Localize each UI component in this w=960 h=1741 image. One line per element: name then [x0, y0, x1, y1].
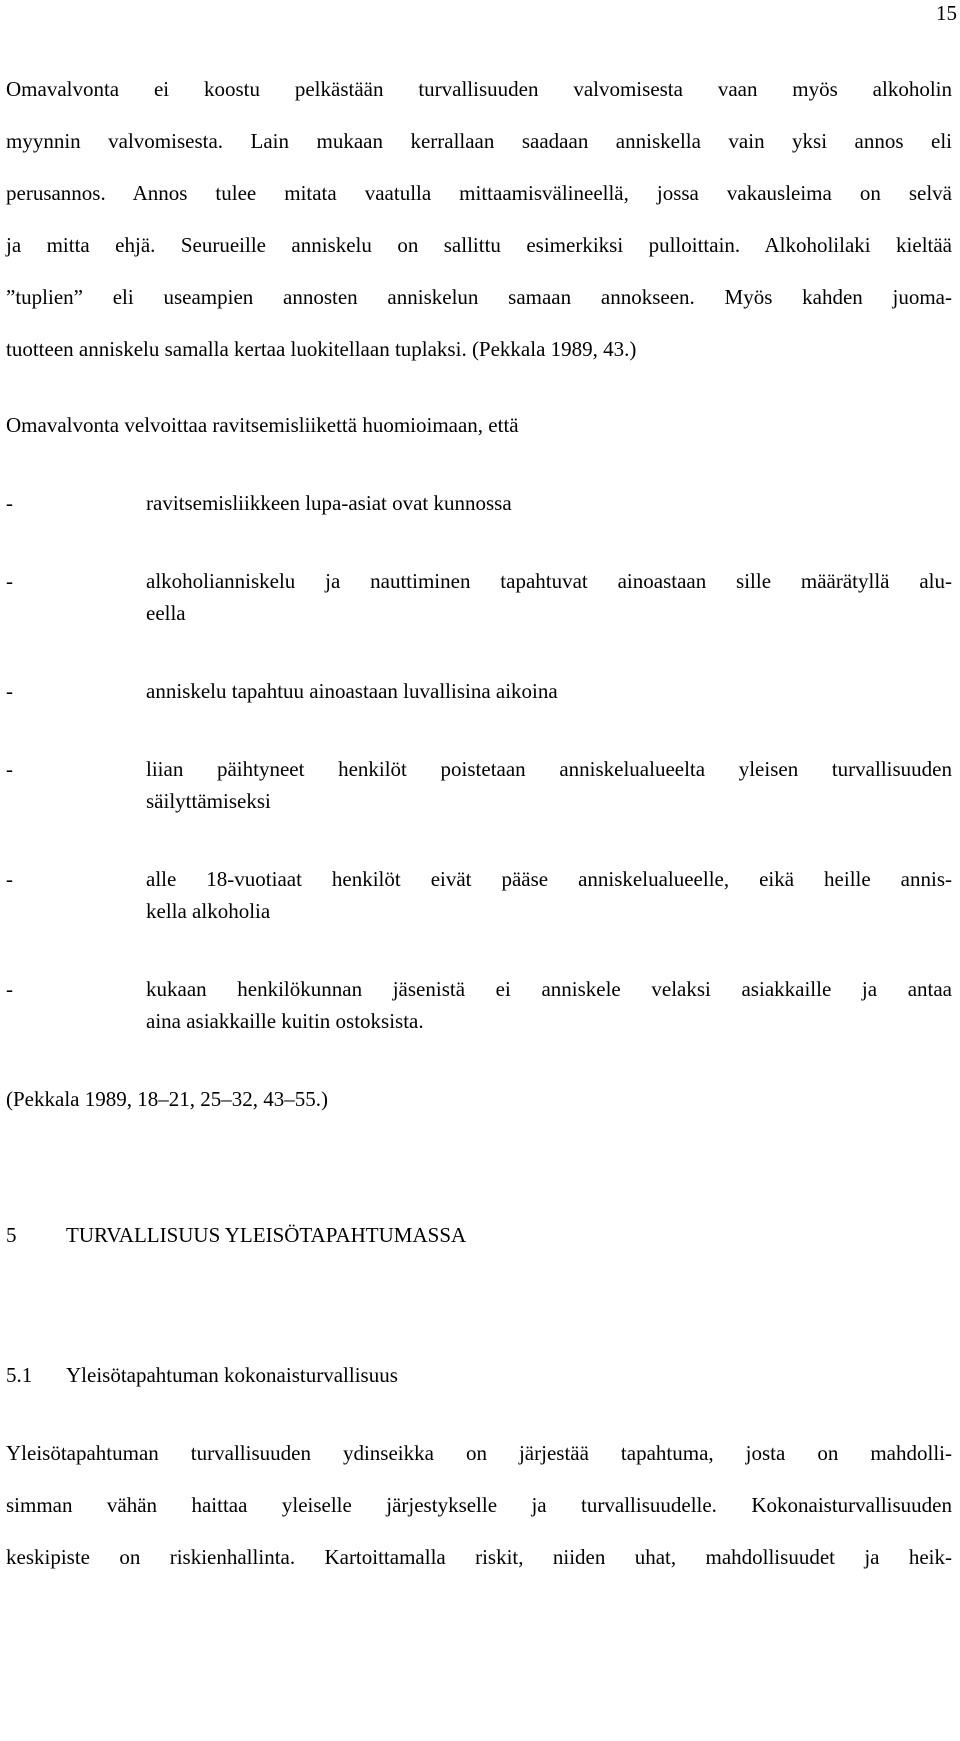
section-number: 5 [6, 1223, 17, 1247]
text-line: perusannos. Annos tulee mitata vaatulla mittaamisvälineellä, jossa vakausleima on selvä [6, 181, 952, 205]
text-line: ja mitta ehjä. Seurueille anniskelu on sallittu esimerkiksi pulloittain. Alkoholilaki kieltää [6, 233, 952, 257]
list-item-text: alkoholianniskelu ja nauttiminen tapahtuvat ainoastaan sille määrätyllä alu- [146, 569, 952, 593]
list-item-text: alle 18-vuotiaat henkilöt eivät pääse anniskelualueelle, eikä heille annis- [146, 867, 952, 891]
list-dash: - [6, 569, 13, 593]
list-item-text: eella [146, 601, 186, 625]
list-dash: - [6, 867, 13, 891]
section-heading [6, 1222, 466, 1248]
subsection-title: Yleisötapahtuman kokonaisturvallisuus [66, 1363, 398, 1387]
citation: (Pekkala 1989, 18–21, 25–32, 43–55.) [6, 1087, 328, 1111]
text-line: Yleisötapahtuman turvallisuuden ydinseikka on järjestää tapahtuma, josta on mahdolli- [6, 1441, 952, 1465]
list-item-text: anniskelu tapahtuu ainoastaan luvallisina aikoina [146, 679, 558, 703]
text-line: keskipiste on riskienhallinta. Kartoittamalla riskit, niiden uhat, mahdollisuudet ja heik- [6, 1545, 952, 1569]
text-line: simman vähän haittaa yleiselle järjestykselle ja turvallisuudelle. Kokonaisturvallisuuden [6, 1493, 952, 1517]
page-number: 15 [936, 1, 957, 25]
text-line: Omavalvonta ei koostu pelkästään turvallisuuden valvomisesta vaan myös alkoholin [6, 77, 952, 101]
list-dash: - [6, 977, 13, 1001]
list-dash: - [6, 679, 13, 703]
section-title: TURVALLISUUS YLEISÖTAPAHTUMASSA [66, 1223, 467, 1247]
list-item-text: kukaan henkilökunnan jäsenistä ei anniskele velaksi asiakkaille ja antaa [146, 977, 952, 1001]
text-line: myynnin valvomisesta. Lain mukaan kerrallaan saadaan anniskella vain yksi annos eli [6, 129, 952, 153]
list-item-text: säilyttämiseksi [146, 789, 271, 813]
list-item-text: aina asiakkaille kuitin ostoksista. [146, 1009, 424, 1033]
text-line: tuotteen anniskelu samalla kertaa luokitellaan tuplaksi. (Pekkala 1989, 43.) [6, 337, 637, 361]
list-item-text: kella alkoholia [146, 899, 271, 923]
list-dash: - [6, 757, 13, 781]
list-item-text: ravitsemisliikkeen lupa-asiat ovat kunnossa [146, 491, 512, 515]
subsection-number: 5.1 [6, 1363, 33, 1387]
paragraph-intro: Omavalvonta velvoittaa ravitsemisliikettä huomioimaan, että [6, 413, 519, 437]
list-dash: - [6, 491, 13, 515]
text-line: ”tuplien” eli useampien annosten anniskelun samaan annokseen. Myös kahden juoma- [6, 285, 952, 309]
subsection-heading [6, 1362, 398, 1388]
list-item-text: liian päihtyneet henkilöt poistetaan anniskelualueelta yleisen turvallisuuden [146, 757, 952, 781]
